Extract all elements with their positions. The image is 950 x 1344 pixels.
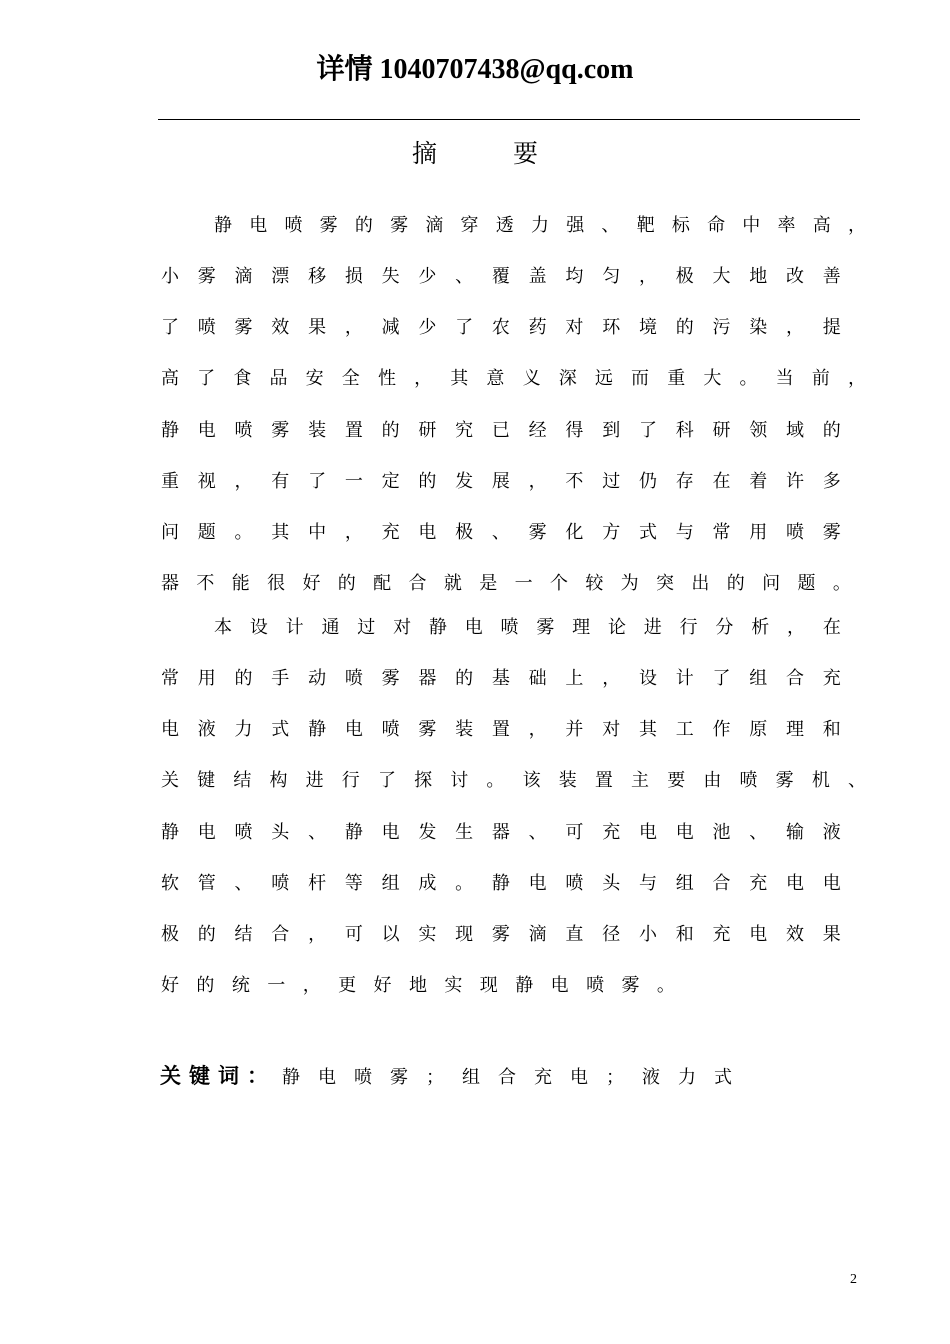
keywords-line — [160, 1060, 750, 1092]
abstract-title: 摘要 — [411, 139, 614, 168]
abstract-line: 极 的 结 合 ， 可 以 实 现 雾 滴 直 径 小 和 充 电 效 果 — [161, 924, 841, 945]
abstract-line: 常 用 的 手 动 喷 雾 器 的 基 础 上 ， 设 计 了 组 合 充 — [161, 668, 841, 689]
abstract-line: 静 电 喷 雾 的 雾 滴 穿 透 力 强 、 靶 标 命 中 率 高 ， — [214, 215, 866, 236]
abstract-line: 软 管 、 喷 杆 等 组 成 。 静 电 喷 头 与 组 合 充 电 电 — [161, 873, 841, 894]
abstract-line: 静 电 喷 头 、 静 电 发 生 器 、 可 充 电 电 池 、 输 液 — [161, 822, 841, 843]
abstract-line: 了 喷 雾 效 果 ， 减 少 了 农 药 对 环 境 的 污 染 ， 提 — [161, 317, 841, 338]
abstract-line: 关 键 结 构 进 行 了 探 讨 。 该 装 置 主 要 由 喷 雾 机 、 — [161, 770, 866, 791]
abstract-line: 静 电 喷 雾 装 置 的 研 究 已 经 得 到 了 科 研 领 域 的 — [161, 420, 841, 441]
keywords-label: 关键词： — [160, 1064, 276, 1088]
abstract-line: 小 雾 滴 漂 移 损 失 少 、 覆 盖 均 匀 ， 极 大 地 改 善 — [161, 266, 841, 287]
abstract-line: 问 题 。 其 中 ， 充 电 极 、 雾 化 方 式 与 常 用 喷 雾 — [161, 522, 841, 543]
abstract-line: 重 视 ， 有 了 一 定 的 发 展 ， 不 过 仍 存 在 着 许 多 — [161, 471, 841, 492]
header-divider — [158, 119, 860, 120]
abstract-line: 高 了 食 品 安 全 性 ， 其 意 义 深 远 而 重 大 。 当 前 ， — [161, 368, 866, 389]
page-number: 2 — [850, 1272, 857, 1287]
contact-header: 详情 1040707438@qq.com — [316, 54, 634, 85]
abstract-line: 电 液 力 式 静 电 喷 雾 装 置 ， 并 对 其 工 作 原 理 和 — [161, 719, 841, 740]
abstract-line: 本 设 计 通 过 对 静 电 喷 雾 理 论 进 行 分 析 ， 在 — [214, 617, 841, 638]
keywords-value: 静电喷雾；组合充电；液力式 — [282, 1067, 750, 1088]
abstract-line: 器 不 能 很 好 的 配 合 就 是 一 个 较 为 突 出 的 问 题 。 — [161, 573, 851, 594]
abstract-line: 好 的 统 一 ， 更 好 地 实 现 静 电 喷 雾 。 — [161, 975, 675, 996]
